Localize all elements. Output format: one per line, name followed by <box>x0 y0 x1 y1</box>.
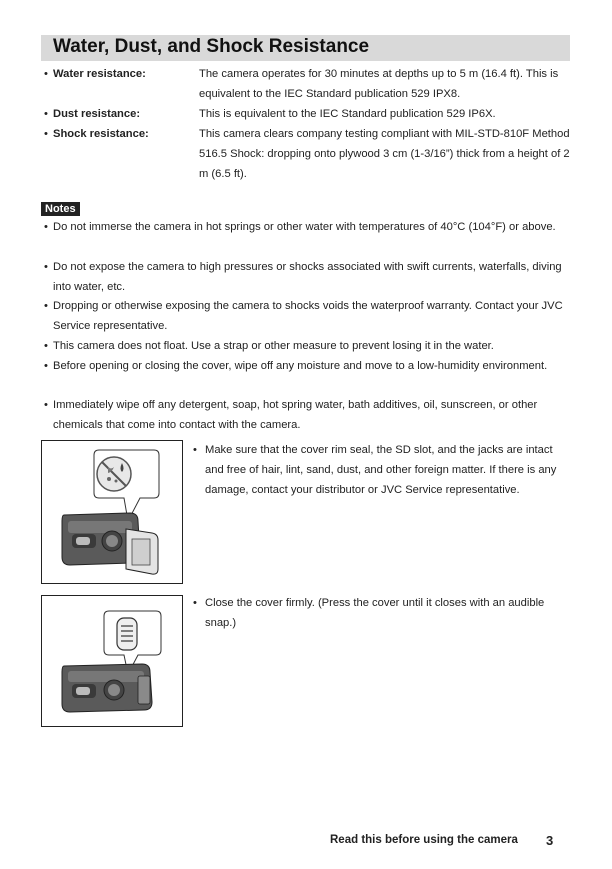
bullet: • <box>193 444 197 456</box>
note-item <box>41 396 576 435</box>
note-text: Dropping or otherwise exposing the camera to shocks voids the waterproof warranty. Contact your JVC Service representative. <box>53 300 563 332</box>
notes-label: Notes <box>41 202 80 216</box>
page-number: 3 <box>546 833 554 848</box>
note-text: Do not expose the camera to high pressures or shocks associated with swift currents, waterfalls, diving into water, etc. <box>53 261 562 293</box>
note-item <box>41 258 576 297</box>
camera-closed-icon <box>42 596 182 726</box>
note-item <box>41 337 576 357</box>
spec-label: Shock resistance: <box>53 128 149 140</box>
bullet: • <box>44 300 48 312</box>
figure-note <box>190 440 560 500</box>
spec-desc: This camera clears company testing compliant with MIL-STD-810F Method 516.5 Shock: dropping onto plywood 3 cm (1-3/16”) thick from a height of 2 m (6.5 ft). <box>199 128 570 180</box>
note-item <box>41 297 576 336</box>
bullet: • <box>44 108 48 120</box>
note-text: Before opening or closing the cover, wipe off any moisture and move to a low-humidity environment. <box>53 360 548 372</box>
bullet: • <box>44 340 48 352</box>
figure-note <box>190 593 560 633</box>
section-header <box>41 35 570 61</box>
camera-open-icon <box>42 441 182 583</box>
bullet: • <box>44 261 48 273</box>
bullet: • <box>44 128 48 140</box>
spec-label: Water resistance: <box>53 68 146 80</box>
note-text: This camera does not float. Use a strap or other measure to prevent losing it in the water. <box>53 340 494 352</box>
camera-cover-open-illustration <box>41 440 183 584</box>
spec-label: Dust resistance: <box>53 108 141 120</box>
note-text: Immediately wipe off any detergent, soap, hot spring water, bath additives, oil, sunscreen, or other chemicals that come into contact with the camera. <box>53 399 538 431</box>
note-item <box>41 218 576 238</box>
camera-cover-closed-illustration <box>41 595 183 727</box>
note-text: Do not immerse the camera in hot springs or other water with temperatures of 40°C (104°F) or above. <box>53 221 556 233</box>
figure-note-text: Make sure that the cover rim seal, the SD slot, and the jacks are intact and free of hair, lint, sand, dust, and other foreign matter. If there is any damage, contact your distributor or JVC Service representative. <box>205 444 557 496</box>
bullet: • <box>44 221 48 233</box>
footer-text: Read this before using the camera <box>330 834 518 846</box>
note-item <box>41 357 576 377</box>
spec-desc: This is equivalent to the IEC Standard publication 529 IP6X. <box>199 108 496 120</box>
bullet: • <box>44 68 48 80</box>
bullet: • <box>44 360 48 372</box>
figure-note-text: Close the cover firmly. (Press the cover until it closes with an audible snap.) <box>205 597 545 629</box>
bullet: • <box>44 399 48 411</box>
spec-desc: The camera operates for 30 minutes at depths up to 5 m (16.4 ft). This is equivalent to the IEC Standard publication 529 IPX8. <box>199 68 559 100</box>
page-title: Water, Dust, and Shock Resistance <box>53 36 370 57</box>
bullet: • <box>193 597 197 609</box>
